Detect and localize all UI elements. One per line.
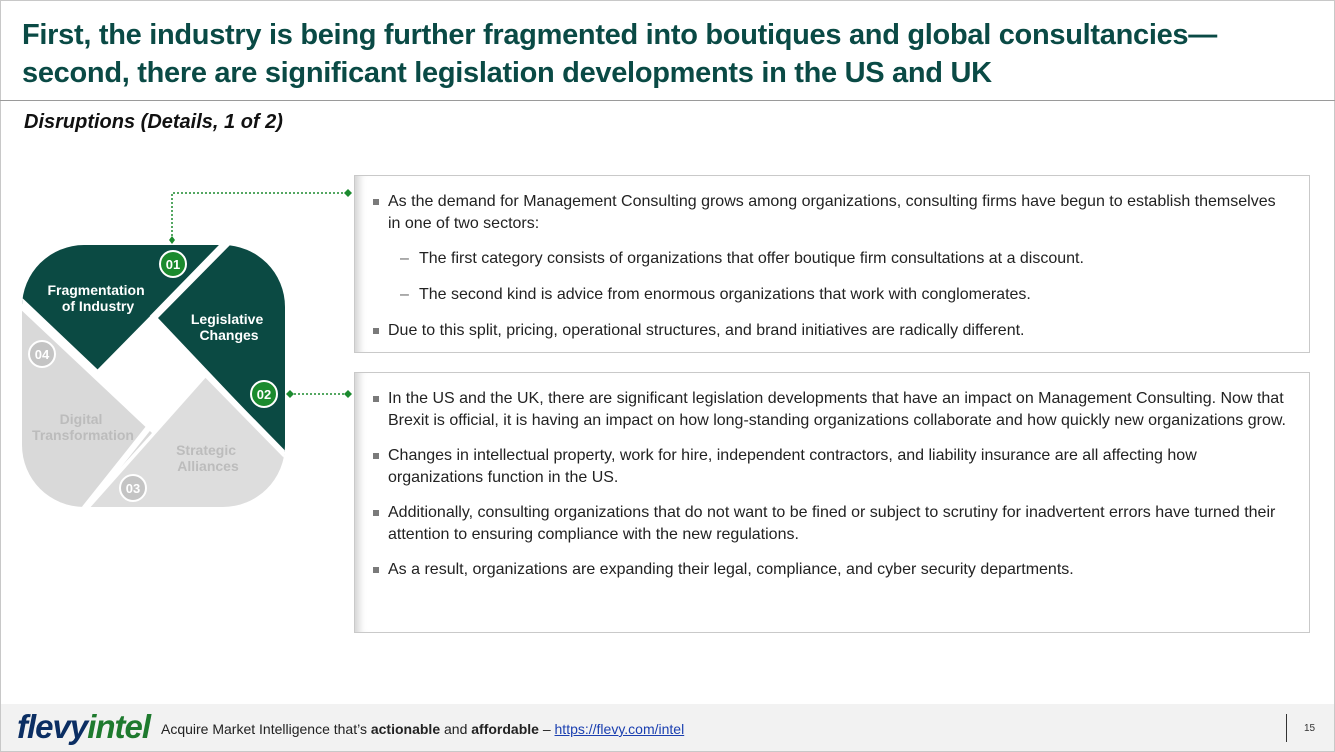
badge-04 xyxy=(29,341,55,367)
connector-01 xyxy=(169,189,352,244)
svg-text:03: 03 xyxy=(125,481,141,496)
list-item: Due to this split, pricing, operational structures, and brand initiatives are radically different. xyxy=(388,320,1289,342)
svg-text:04: 04 xyxy=(34,347,50,362)
detail-panel-fragmentation xyxy=(354,175,1310,353)
disruptions-diagram xyxy=(0,140,360,540)
list-subitem: – The first category consists of organizations that offer boutique firm consultations at a discount. xyxy=(419,248,1289,270)
segment-04-label: Digital Transformation xyxy=(32,411,134,443)
list-item: In the US and the UK, there are significant legislation developments that have an impact on Management Consulting. Now that Brexit is official, it is having an impact on how long-standing organizations collaborate and how quickly new organizations grow. xyxy=(388,388,1289,432)
list-item: As a result, organizations are expanding their legal, compliance, and cyber security departments. xyxy=(388,559,1289,581)
panel-2-list xyxy=(355,373,1309,581)
page-number: 15 xyxy=(1304,723,1316,734)
list-item: As the demand for Management Consulting grows among organizations, consulting firms have begun to establish themselves in one of two sectors: xyxy=(388,191,1289,235)
list-item: Additionally, consulting organizations that do not want to be fined or subject to scrutiny for inadvertent errors have turned their attention to ensuring compliance with the new regulations. xyxy=(388,502,1289,546)
detail-panel-legislative xyxy=(354,372,1310,633)
flevyintel-logo[interactable]: flevyintel xyxy=(17,708,151,745)
footer xyxy=(1,704,1334,751)
panel-1-list xyxy=(355,176,1309,342)
segment-01-label: Fragmentation of Industry xyxy=(47,282,145,314)
list-item: Changes in intellectual property, work for hire, independent contractors, and liability insurance are all affecting how organizations function in the US. xyxy=(388,445,1289,489)
list-subitem: – The second kind is advice from enormous organizations that work with conglomerates. xyxy=(419,284,1289,306)
footer-tagline: Acquire Market Intelligence that’s actionable and affordable – https://flevy.com/intel xyxy=(161,721,685,737)
segment-02-label: Legislative Changes xyxy=(190,311,264,343)
page-title: First, the industry is being further fragmented into boutiques and global consultancies—second, there are significant legislation developments in the US and UK xyxy=(22,19,1217,89)
badge-01 xyxy=(160,251,186,277)
connector-02 xyxy=(286,390,352,398)
svg-text:02: 02 xyxy=(256,387,272,402)
segment-03-label: Strategic Alliances xyxy=(176,442,239,474)
page-subtitle: Disruptions (Details, 1 of 2) xyxy=(24,111,283,133)
svg-text:01: 01 xyxy=(165,257,181,272)
title-divider xyxy=(0,100,1335,101)
footer-divider xyxy=(1286,714,1287,742)
footer-link[interactable]: https://flevy.com/intel xyxy=(554,721,685,737)
badge-03 xyxy=(120,475,146,501)
badge-02 xyxy=(251,381,277,407)
